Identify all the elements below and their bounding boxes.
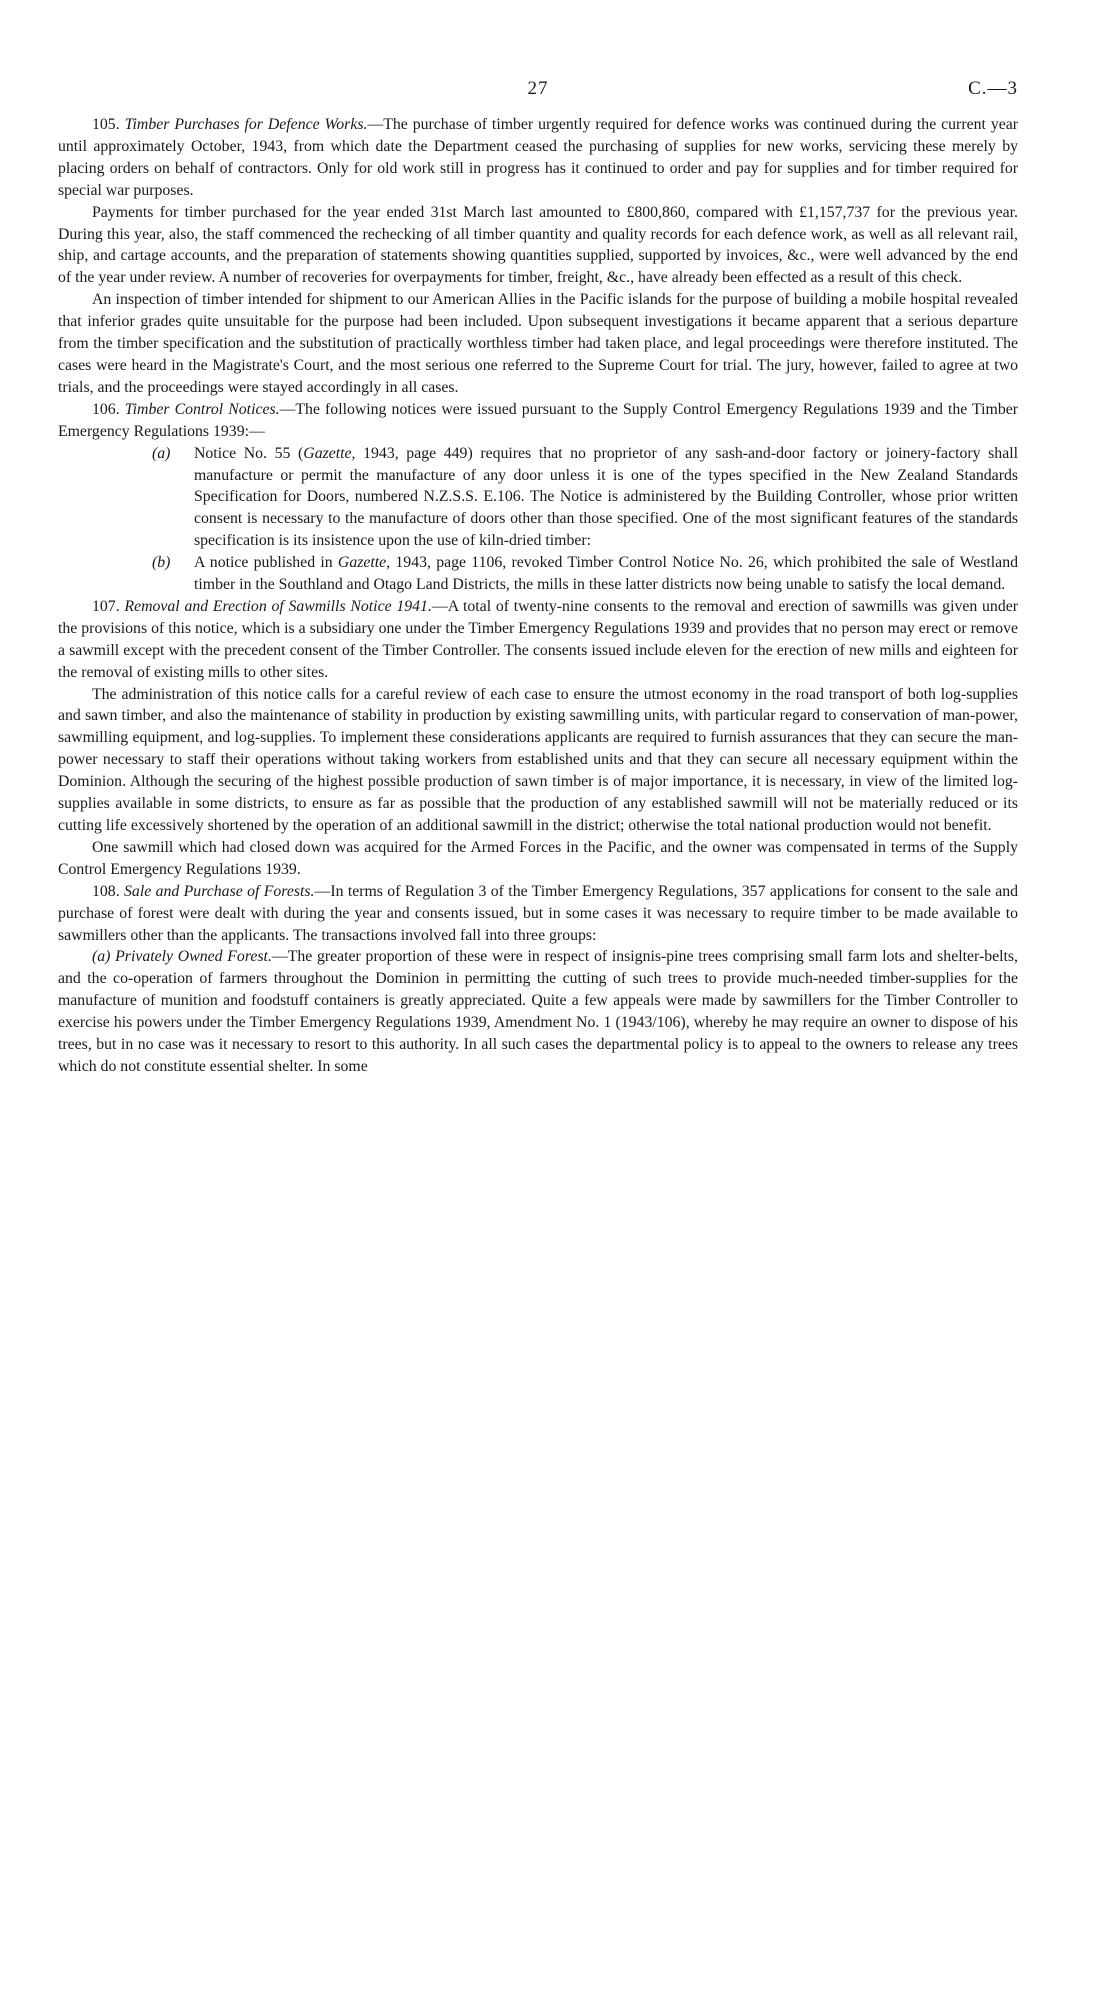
item-b-prefix: A notice published in <box>194 554 338 572</box>
section-108-item-a-marker: (a) <box>92 948 111 966</box>
section-107-paragraph-1 <box>58 596 1018 684</box>
section-108-paragraph-1 <box>58 881 1018 947</box>
item-a-gazette: Gazette, <box>303 444 356 462</box>
item-b-gazette: Gazette, <box>337 554 391 572</box>
page-number: 27 <box>527 78 549 99</box>
item-b-marker: (b) <box>152 554 171 572</box>
item-b-text: 1943, page 1106, revoked Timber Control Notice No. 26, which prohibited the sale of Westland timber in the Southland and Otago Land Districts, the mills in these latter districts now being unable to satisfy the local demand. <box>194 554 1018 594</box>
section-105-title: Timber Purchases for Defence Works. <box>124 116 368 133</box>
section-105-paragraph-2: Payments for timber purchased for the year ended 31st March last amounted to £800,860, compared with £1,157,737 for the previous year. During this year, also, the staff commenced the rechecking of all timber quantity and quality records for each defence work, as well as all relevant rail, ship, and cartage accounts, and the preparation of statements showing quantities supplied, supported by invoices, &c., were well advanced by the end of the year under review. A number of recoveries for overpayments for timber, freight, &c., have already been effected as a result of this check. <box>58 203 1018 287</box>
section-105-paragraph-1 <box>58 114 1018 202</box>
document-page <box>58 78 1018 1078</box>
section-106-item-b <box>58 552 1018 596</box>
page-header <box>58 78 1018 114</box>
section-106-title: Timber Control Notices. <box>124 400 280 418</box>
section-108-item-a-text: —The greater proportion of these were in respect of insignis-pine trees comprising small farm lots and shelter-belts, and the co-operation of farmers throughout the Dominion in permitting the cutting of such trees to provide much-needed timber-supplies for the manufacture of munition and foodstuff containers is greatly appreciated. Quite a few appeals were made by sawmillers for the Timber Controller to exercise his powers under the Timber Emergency Regulations 1939, Amendment No. 1 (1943/106), whereby he may require an owner to dispose of his trees, but in no case was it necessary to resort to this authority. In all such cases the departmental policy is to appeal to the owners to release any trees which do not constitute essential shelter. In some <box>58 948 1019 1075</box>
section-108-title: Sale and Purchase of Forests. <box>124 882 315 900</box>
section-106-number: 106. <box>92 400 120 418</box>
section-105-paragraph-3: An inspection of timber intended for shipment to our American Allies in the Pacific islands for the purpose of building a mobile hospital revealed that inferior grades quite unsuitable for the purpose had been included. Upon subsequent investigations it became apparent that a serious departure from the timber specification and the substitution of practically worthless timber had taken place, and legal proceedings were therefore instituted. The cases were heard in the Magistrate's Court, and the most serious one referred to the Supreme Court for trial. The jury, however, failed to agree at two trials, and the proceedings were stayed accordingly in all cases. <box>58 291 1018 396</box>
section-108-item-a <box>58 946 1018 1077</box>
section-108-text-1: —In terms of Regulation 3 of the Timber Emergency Regulations, 357 applications for consent to the sale and purchase of forest were dealt with during the year and consents issued, but in some cases it was necessary to require timber to be made available to sawmillers other than the applicants. The transactions involved fall into three groups: <box>58 882 1019 944</box>
item-a-prefix: Notice No. 55 ( <box>194 444 304 462</box>
section-105-text-1: —The purchase of timber urgently required for defence works was continued during the current year until approximately October, 1943, from which date the Department ceased the purchasing of supplies for new works, servicing these merely by placing orders on behalf of contractors. Only for old work still in progress has it continued to order and pay for supplies and for timber required for special war purposes. <box>58 116 1019 199</box>
section-107-text-1: —A total of twenty-nine consents to the removal and erection of sawmills was given under the provisions of this notice, which is a subsidiary one under the Timber Emergency Regulations 1939 and provides that no person may erect or remove a sawmill except with the precedent consent of the Timber Controller. The consents issued include eleven for the erection of new mills and eighteen for the removal of existing mills to other sites. <box>58 597 1018 681</box>
section-106-item-a <box>58 443 1018 553</box>
section-106-intro-text: —The following notices were issued pursuant to the Supply Control Emergency Regulations 1939 and the Timber Emergency Regulations 1939:— <box>58 400 1019 440</box>
section-105-number: 105. <box>92 116 120 133</box>
section-107-paragraph-3: One sawmill which had closed down was acquired for the Armed Forces in the Pacific, and the owner was compensated in terms of the Supply Control Emergency Regulations 1939. <box>58 838 1018 878</box>
section-107-title: Removal and Erection of Sawmills Notice 1941. <box>124 597 432 615</box>
section-108-item-a-title: Privately Owned Forest. <box>115 948 272 966</box>
section-108-number: 108. <box>92 882 120 900</box>
section-107-number: 107. <box>92 597 120 615</box>
section-107-paragraph-2: The administration of this notice calls for a careful review of each case to ensure the utmost economy in the road transport of both log-supplies and sawn timber, and also the maintenance of stability in production by existing sawmilling units, with particular regard to conservation of man-power, sawmilling equipment, and log-supplies. To implement these considerations applicants are required to furnish assurances that they can secure the man-power necessary to staff their operations without taking workers from established units and that they can secure all necessary equipment within the Dominion. Although the securing of the highest possible production of sawn timber is of major importance, it is necessary, in view of the limited log-supplies available in some districts, to ensure as far as possible that the production of any established sawmill will not be materially reduced or its cutting life excessively shortened by the operation of an additional sawmill in the district; otherwise the total national production would not benefit. <box>58 685 1018 834</box>
document-reference: C.—3 <box>968 78 1018 99</box>
item-a-marker: (a) <box>152 444 171 462</box>
item-a-text: 1943, page 449) requires that no proprietor of any sash-and-door factory or joinery-factory shall manufacture or permit the manufacture of any door unless it is one of the types specified in the New Zealand Standards Specification for Doors, numbered N.Z.S.S. E.106. The Notice is administered by the Building Controller, whose prior written consent is necessary to the manufacture of doors other than those specified. One of the most significant features of the standards specification is its insistence upon the use of kiln-dried timber: <box>194 444 1018 550</box>
section-106-paragraph-intro <box>58 399 1018 443</box>
